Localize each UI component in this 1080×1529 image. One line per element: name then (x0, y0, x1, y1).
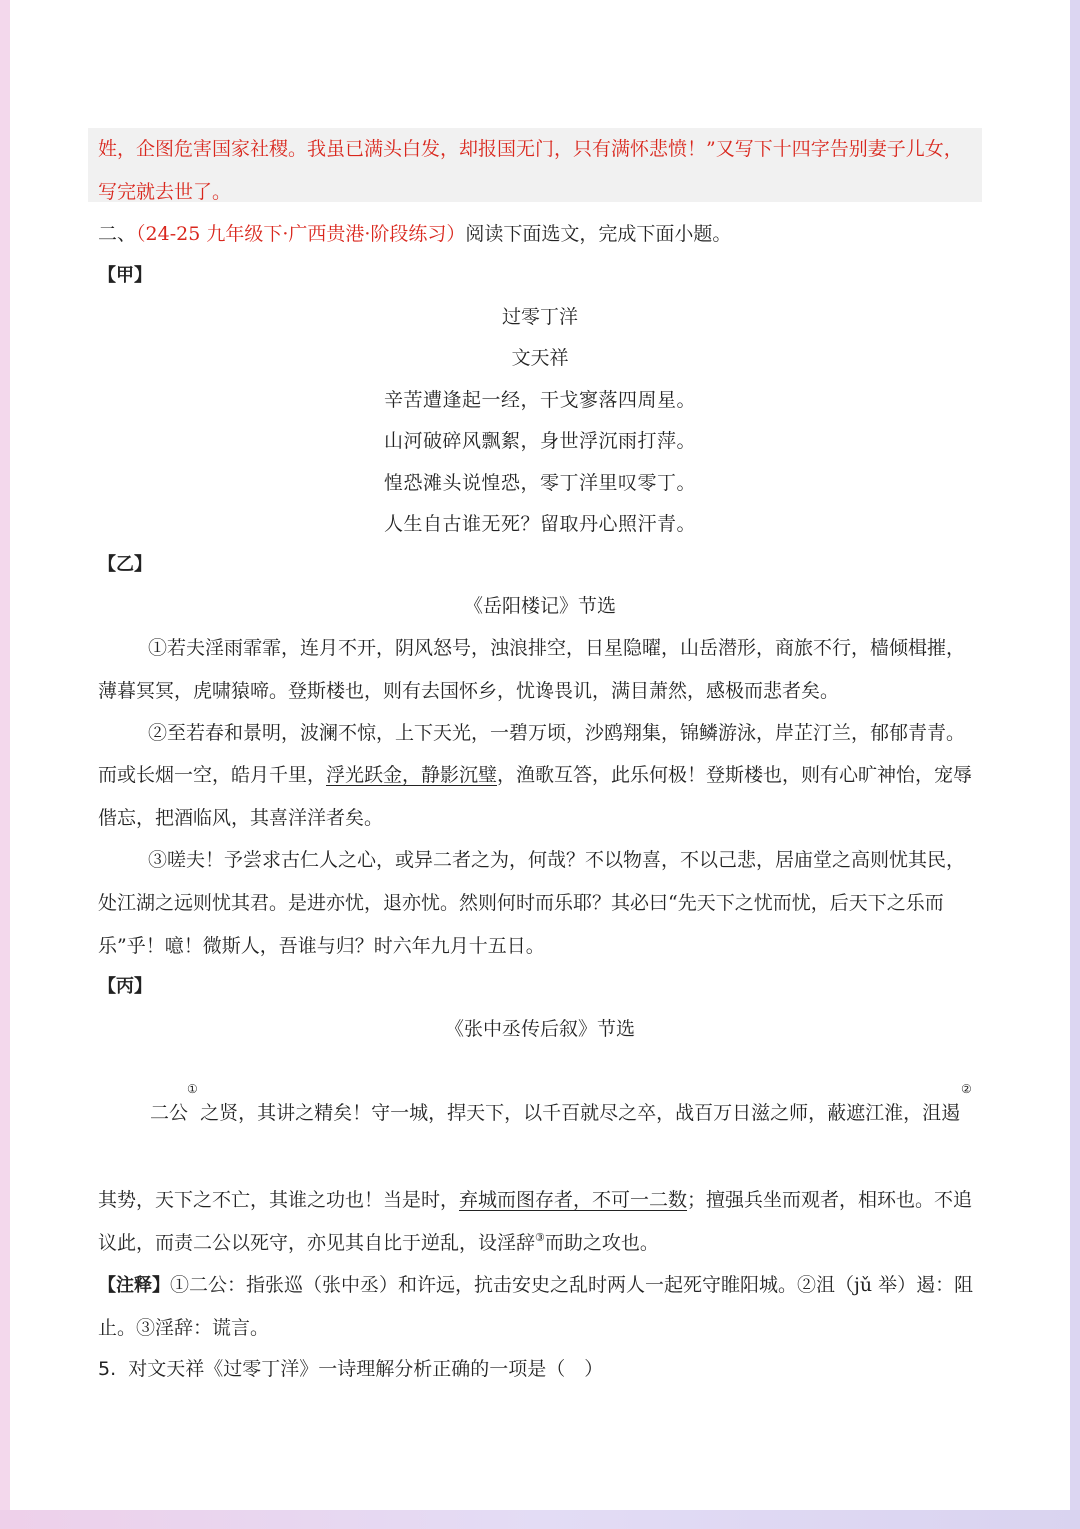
question-5 (98, 1360, 603, 1379)
answer-line-2: 写完就去世了。 (98, 181, 232, 203)
notes-text-1: ①二公：指张巡（张中丞）和许远，抗击安史之乱时两人一起死守睢阳城。②沮（jǔ 举）遏：阻 (170, 1274, 974, 1296)
yi-paragraph-1-line-2: 薄暮冥冥，虎啸猿啼。登斯楼也，则有去国怀乡，忧谗畏讥，满目萧然，感极而悲者矣。 (98, 680, 840, 702)
passage-bing-title: 《张中丞传后叙》节选 (444, 1018, 635, 1040)
poem-title: 过零丁洋 (501, 306, 578, 328)
bing-line-3-post: 而助之攻也。 (544, 1232, 659, 1254)
notes-line-1 (98, 1276, 973, 1295)
underlined-phrase-bing: 弃城而图存者，不可一二数 (459, 1189, 688, 1211)
bing-line-2 (98, 1191, 972, 1210)
passage-yi-title: 《岳阳楼记》节选 (463, 595, 616, 617)
passage-jia-label: 【甲】 (98, 265, 152, 286)
yi-paragraph-2-line-1: ②至若春和景明，波澜不惊，上下天光，一碧万顷，沙鸥翔集，锦鳞游泳，岸芷汀兰，郁郁青青。 (148, 722, 966, 744)
yi-paragraph-1-line-1: ①若夫淫雨霏霏，连月不开，阴风怒号，浊浪排空，日星隐曜，山岳潜形，商旅不行，樯倾楫摧， (148, 637, 966, 659)
bing-line-1-b: 之贤，其讲之精矣！守一城，捍天下，以千百就尽之卒，战百万日滋之师，蔽遮江淮，沮遏 (200, 1102, 961, 1124)
poem-author: 文天祥 (511, 347, 569, 369)
poem-line-1: 辛苦遭逢起一经，干戈寥落四周星。 (383, 389, 696, 411)
yi-p2-text-pre: 而或长烟一空，皓月千里， (98, 764, 327, 786)
bing-line-3-pre: 议此，而责二公以死守，亦见其自比于逆乱，设淫辞 (98, 1232, 536, 1254)
poem-line-4: 人生自古谁无死？留取丹心照汗青。 (383, 513, 696, 535)
bing-line-3 (98, 1231, 659, 1254)
yi-paragraph-2-line-3: 偕忘，把酒临风，其喜洋洋者矣。 (98, 807, 384, 829)
passage-bing-label: 【丙】 (98, 976, 152, 997)
answer-line-1: 姓，企图危害国家社稷。我虽已满头白发，却报国无门，只有满怀悲愤！”又写下十四字告别妻子儿女， (98, 138, 963, 160)
yi-p2-text-post: ，渔歌互答，此乐何极！登斯楼也，则有心旷神怡，宠辱 (497, 764, 973, 786)
section-instruction: 阅读下面选文，完成下面小题。 (465, 223, 732, 245)
section-heading (98, 225, 731, 244)
yi-paragraph-3-line-1: ③嗟夫！予尝求古仁人之心，或异二者之为，何哉？不以物喜，不以己悲，居庙堂之高则忧其民， (148, 849, 966, 871)
bing-line-2-pre: 其势，天下之不亡，其谁之功也！当是时， (98, 1189, 460, 1211)
yi-paragraph-3-line-3: 乐”乎！噫！微斯人，吾谁与归？时六年九月十五日。 (98, 935, 545, 957)
passage-yi-label: 【乙】 (98, 554, 152, 575)
footnote-mark-3: ③ (535, 1231, 545, 1244)
section-source: （24-25 九年级下·广西贵港·阶段练习） (136, 223, 466, 245)
notes-line-2: 止。③淫辞：谎言。 (98, 1317, 270, 1339)
bing-line-2-post: ；擅强兵坐而观者，相环也。不追 (687, 1189, 973, 1211)
bottom-gradient-bar (0, 1510, 1080, 1529)
question-text: 对文天祥《过零丁洋》一诗理解分析正确的一项是（ ） (128, 1358, 604, 1380)
yi-paragraph-2-line-2 (98, 766, 972, 785)
section-number: 二、 (98, 223, 137, 245)
footnote-mark-1: ① (187, 1082, 198, 1096)
yi-paragraph-3-line-2: 处江湖之远则忧其君。是进亦忧，退亦忧。然则何时而乐耶？其必曰“先天下之忧而忧，后天下之乐而 (98, 892, 944, 914)
footnote-mark-2: ② (961, 1082, 972, 1096)
poem-line-3: 惶恐滩头说惶恐，零丁洋里叹零丁。 (383, 472, 696, 494)
underlined-phrase: 浮光跃金，静影沉璧 (326, 764, 498, 786)
poem-line-2: 山河破碎风飘絮，身世浮沉雨打萍。 (383, 430, 696, 452)
bing-line-1-a: 二公 (150, 1102, 189, 1124)
question-number: 5. (98, 1358, 117, 1380)
notes-label: 【注释】 (98, 1275, 170, 1296)
bing-line-1 (150, 1104, 960, 1123)
